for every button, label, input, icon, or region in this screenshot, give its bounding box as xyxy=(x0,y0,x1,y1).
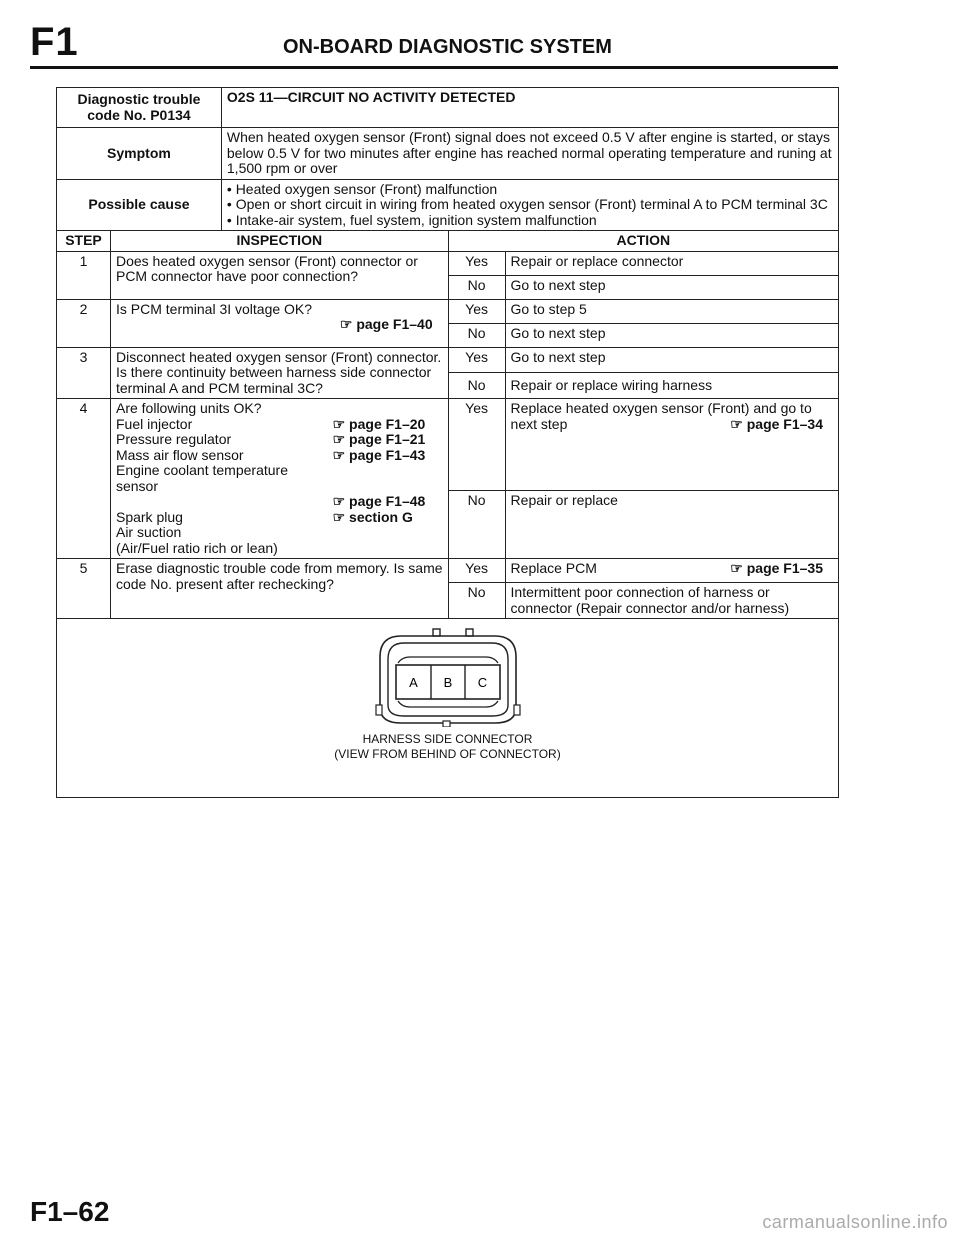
page-reference: ☞ section G xyxy=(332,508,413,525)
dtc-row xyxy=(57,88,839,128)
symptom-value: When heated oxygen sensor (Front) signal does not exceed 0.5 V after engine is started, or stays below 0.5 V for two minutes after engine has reached normal operating temperature and runing at 1,500 rpm or over xyxy=(221,128,838,180)
cause-item: • Heated oxygen sensor (Front) malfunction xyxy=(227,182,833,198)
page-reference xyxy=(333,401,443,417)
step-2-yes-row xyxy=(57,299,839,323)
cause-label: Possible cause xyxy=(57,179,222,231)
no-action: Intermittent poor connection of harness or connector (Repair connector and/or harness) xyxy=(505,583,838,619)
page-reference xyxy=(333,463,443,494)
yes-action-cell xyxy=(505,559,838,583)
inspection-line xyxy=(116,510,443,526)
no-action: Repair or replace wiring harness xyxy=(505,373,838,399)
cause-row xyxy=(57,179,839,231)
step-1-yes-row xyxy=(57,251,839,275)
inspection-line xyxy=(116,525,443,541)
inspection-line xyxy=(116,448,443,464)
cause-item: • Intake-air system, fuel system, ignition system malfunction xyxy=(227,213,833,229)
yes-action: Replace PCM xyxy=(510,560,597,576)
step-number: 1 xyxy=(57,251,111,299)
line-text: Are following units OK? xyxy=(115,400,262,416)
yes-label: Yes xyxy=(448,399,505,491)
no-action: Go to next step xyxy=(505,275,838,299)
yes-label: Yes xyxy=(448,299,505,323)
step-3-yes-row xyxy=(57,347,839,373)
cause-list xyxy=(227,182,833,229)
no-label: No xyxy=(448,583,505,619)
page-reference: ☞ page F1–43 xyxy=(332,446,426,463)
cause-item: • Open or short circuit in wiring from heated oxygen sensor (Front) terminal A to PCM terminal 3C xyxy=(227,197,833,213)
yes-action: Replace heated oxygen sensor (Front) and go to next step xyxy=(510,400,812,432)
cause-list-cell xyxy=(221,179,838,231)
page-reference: ☞ page F1–21 xyxy=(332,431,426,447)
step-number: 2 xyxy=(57,299,111,347)
step-4-yes-row xyxy=(57,399,839,491)
terminal-label: C xyxy=(477,675,487,690)
inspection-line xyxy=(116,417,443,433)
yes-action: Repair or replace connector xyxy=(505,251,838,275)
dtc-value: O2S 11—CIRCUIT NO ACTIVITY DETECTED xyxy=(221,88,838,128)
no-label: No xyxy=(448,323,505,347)
step-number: 3 xyxy=(57,347,111,399)
symptom-row xyxy=(57,128,839,180)
symptom-label: Symptom xyxy=(57,128,222,180)
page-reference: ☞ page F1–20 xyxy=(332,415,426,432)
step-inspection: Does heated oxygen sensor (Front) connector or PCM connector have poor connection? xyxy=(110,251,448,299)
line-text: Pressure regulator xyxy=(115,431,232,447)
page-reference xyxy=(333,525,443,541)
terminal-label: B xyxy=(443,675,452,690)
line-text: (Air/Fuel ratio rich or lean) xyxy=(115,539,278,556)
step-inspection-cell xyxy=(110,299,448,347)
no-action: Go to next step xyxy=(505,323,838,347)
step-inspection: Is PCM terminal 3I voltage OK? xyxy=(115,300,313,317)
connector-figure xyxy=(57,619,839,798)
dtc-label: Diagnostic trouble code No. P0134 xyxy=(57,88,222,128)
line-text: Air suction xyxy=(115,524,182,540)
page-reference: ☞ page F1–35 xyxy=(730,560,823,576)
line-text: Mass air flow sensor xyxy=(115,446,244,463)
page-reference: ☞ page F1–48 xyxy=(332,493,426,509)
line-text: Fuel injector xyxy=(115,415,193,432)
step-number: 4 xyxy=(57,399,111,559)
no-label: No xyxy=(448,275,505,299)
inspection-line xyxy=(116,401,443,417)
yes-action: Go to step 5 xyxy=(505,299,838,323)
figure-caption: HARNESS SIDE CONNECTOR xyxy=(362,731,533,746)
no-label: No xyxy=(448,490,505,558)
page-reference xyxy=(333,541,443,557)
col-step: STEP xyxy=(57,231,111,252)
col-action: ACTION xyxy=(448,231,838,252)
figure-row xyxy=(57,619,839,798)
yes-label: Yes xyxy=(448,347,505,373)
page-title: ON-BOARD DIAGNOSTIC SYSTEM xyxy=(283,36,612,58)
inspection-line xyxy=(116,463,443,494)
watermark: carmanualsonline.info xyxy=(762,1212,948,1232)
inspection-line xyxy=(116,494,443,510)
section-code: F1 xyxy=(30,20,79,64)
diagnostic-table xyxy=(56,87,839,798)
yes-action-cell xyxy=(505,399,838,491)
figure-caption-sub: (VIEW FROM BEHIND OF CONNECTOR) xyxy=(334,746,561,761)
page-reference: ☞ page F1–34 xyxy=(730,415,823,432)
yes-label: Yes xyxy=(448,559,505,583)
line-text: Engine coolant temperature sensor xyxy=(115,462,288,494)
yes-label: Yes xyxy=(448,251,505,275)
yes-action: Go to next step xyxy=(505,347,838,373)
step-number: 5 xyxy=(57,559,111,619)
col-inspection: INSPECTION xyxy=(110,231,448,252)
header-divider xyxy=(30,66,838,69)
harness-connector-diagram xyxy=(358,627,538,727)
terminal-label: A xyxy=(408,675,418,690)
step-inspection: Erase diagnostic trouble code from memory. Is same code No. present after rechecking? xyxy=(110,559,448,619)
step-5-yes-row xyxy=(57,559,839,583)
no-label: No xyxy=(448,373,505,399)
inspection-line xyxy=(116,432,443,448)
column-headers xyxy=(57,231,839,252)
line-text: Spark plug xyxy=(115,508,183,525)
step-inspection-cell xyxy=(110,399,448,559)
inspection-line xyxy=(116,541,443,557)
step-inspection: Disconnect heated oxygen sensor (Front) connector. Is there continuity between harness side connector terminal A and PCM terminal 3C? xyxy=(110,347,448,399)
page-number: F1–62 xyxy=(30,1196,110,1227)
page-reference: ☞ page F1–40 xyxy=(339,316,433,332)
no-action: Repair or replace xyxy=(505,490,838,558)
